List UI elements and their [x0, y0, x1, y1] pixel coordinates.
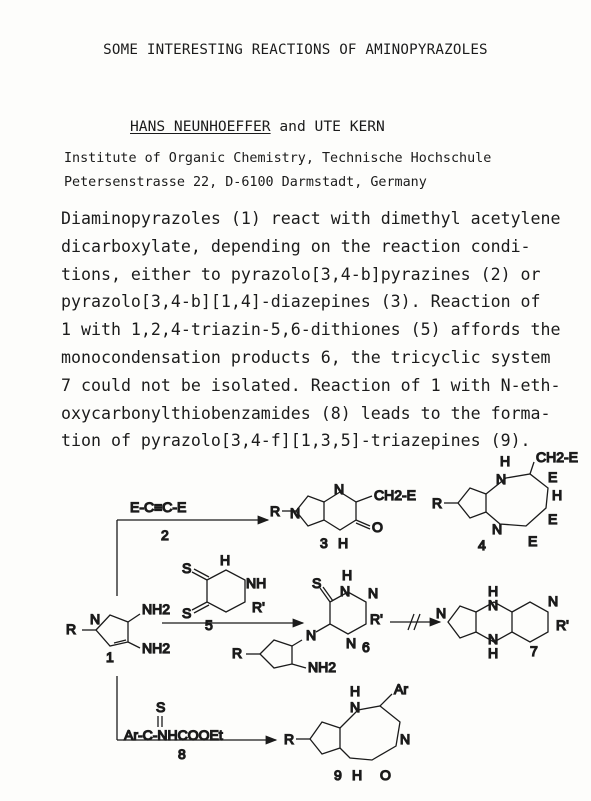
label-E: E [548, 511, 558, 527]
author-2: UTE KERN [314, 118, 385, 135]
abstract-line: 7 could not be isolated. Reaction of 1 with N-eth- [61, 375, 561, 395]
compound-1 [66, 601, 170, 665]
label-H: H [500, 453, 511, 469]
label-H: H [338, 535, 349, 551]
compound-number-9: 9 [334, 767, 342, 783]
label-R: R [232, 645, 243, 661]
label-E: E [528, 533, 538, 549]
compound-number-6: 6 [362, 639, 370, 655]
abstract-line: oxycarbonylthiobenzamides (8) leads to the forma- [61, 403, 551, 423]
label-R-prime: R' [252, 599, 265, 615]
label-R: R [432, 495, 443, 511]
label-CH2E: CH2-E [536, 449, 579, 465]
reagent-2-formula: E-C≡C-E [130, 499, 187, 515]
label-S: S [312, 575, 322, 591]
label-NH: NH [246, 575, 267, 591]
label-N: N [306, 627, 317, 643]
label-S: S [182, 605, 192, 621]
author-1: HANS NEUNHOEFFER [130, 118, 271, 135]
label-N: N [488, 631, 499, 647]
label-S: S [182, 560, 192, 576]
label-NH2: NH2 [142, 601, 171, 617]
compound-number-4: 4 [478, 537, 486, 553]
label-N: N [368, 585, 379, 601]
label-H: H [552, 487, 563, 503]
label-O: O [372, 519, 383, 535]
label-CH2E: CH2-E [374, 487, 417, 503]
label-N: N [548, 593, 559, 609]
label-R: R [284, 731, 295, 747]
label-NH2: NH2 [308, 659, 337, 675]
abstract-line: tions, either to pyrazolo[3,4-b]pyrazines (2) or [61, 264, 541, 284]
label-H: H [488, 583, 499, 599]
label-N: N [340, 583, 351, 599]
label-N: N [346, 635, 357, 651]
compound-3 [270, 481, 416, 551]
label-R: R [270, 503, 281, 519]
label-N: N [400, 731, 411, 747]
compound-7 [436, 583, 569, 661]
compound-9 [284, 681, 410, 783]
compound-number-7: 7 [530, 643, 538, 659]
author-conjunction: and [279, 118, 306, 135]
label-R-prime: R' [370, 611, 383, 627]
label-H: H [342, 567, 353, 583]
abstract-line: 1 with 1,2,4-triazin-5,6-dithiones (5) affords the [61, 320, 561, 340]
reagent-5 [182, 552, 266, 633]
label-Ar: Ar [394, 681, 408, 697]
label-R: R [66, 621, 77, 637]
reagent-number-8: 8 [178, 746, 186, 762]
abstract-line: Diaminopyrazoles (1) react with dimethyl acetylene [61, 209, 561, 228]
label-N: N [496, 471, 507, 487]
reagent-8-sulfur: S [156, 699, 166, 715]
compound-number-1: 1 [106, 649, 114, 665]
reagent-8-formula: Ar-C-NHCOOEt [124, 727, 223, 743]
label-N: N [492, 521, 503, 537]
label-H: H [488, 645, 499, 661]
paper-title: SOME INTERESTING REACTIONS OF AMINOPYRAZOLES [103, 42, 488, 58]
label-R-prime: R' [556, 617, 569, 633]
affiliation-line-2: Petersenstrasse 22, D-6100 Darmstadt, Germany [64, 175, 427, 190]
abstract-line: monocondensation products 6, the tricyclic system [61, 347, 551, 367]
label-E: E [548, 469, 558, 485]
label-O: O [380, 767, 391, 783]
abstract-line: pyrazolo[3,4-b][1,4]-diazepines (3). Reaction of [61, 292, 541, 312]
compound-number-3: 3 [320, 535, 328, 551]
label-N: N [90, 611, 101, 627]
label-N: N [290, 505, 301, 521]
label-N: N [350, 699, 361, 715]
label-NH2: NH2 [142, 640, 171, 656]
affiliation-line-1: Institute of Organic Chemistry, Technische Hochschule [64, 151, 492, 166]
reagent-number-2: 2 [161, 527, 169, 543]
compound-number-5: 5 [205, 617, 213, 633]
compound-4 [432, 449, 578, 553]
label-N: N [436, 605, 447, 621]
label-H: H [352, 767, 363, 783]
label-N: N [488, 597, 499, 613]
label-N: N [334, 481, 345, 497]
abstract-line: dicarboxylate, depending on the reaction condi- [61, 236, 531, 256]
label-H: H [350, 683, 361, 699]
abstract-line: tion of pyrazolo[3,4-f][1,3,5]-triazepines (9). [61, 431, 531, 451]
label-H: H [220, 552, 231, 568]
